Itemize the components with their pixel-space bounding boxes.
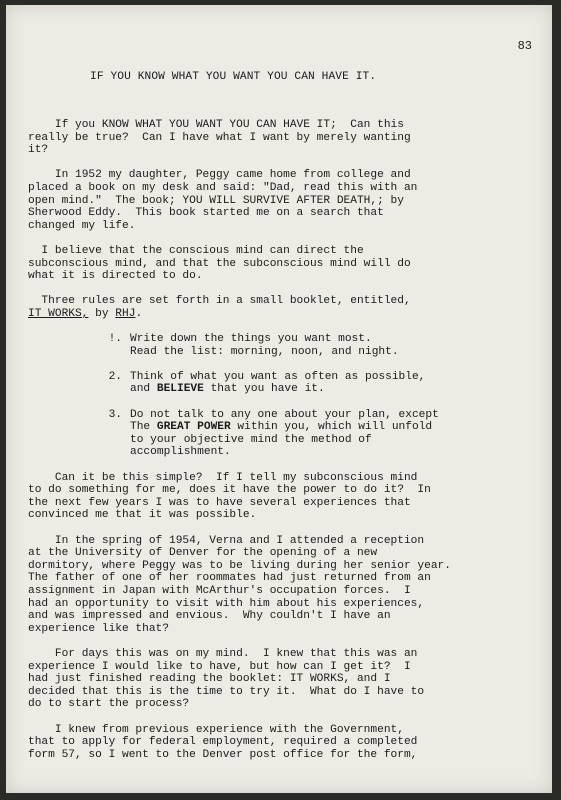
text-line: what it is directed to do. <box>28 270 203 283</box>
by-word: by <box>88 307 116 320</box>
text-line: that to apply for federal employment, required a completed <box>28 736 418 749</box>
paragraph-3 <box>28 245 540 283</box>
text-line: form 57, so I went to the Denver post office for the form, <box>28 748 418 761</box>
text-line: had an opportunity to visit with him about his experiences, <box>28 597 425 610</box>
text-run: within you, which will unfold <box>230 421 433 434</box>
text-line: I knew from previous experience with the Government, <box>28 723 404 736</box>
emphasis: GREAT POWER <box>156 421 231 434</box>
rule-text <box>130 371 540 396</box>
text-line: Think of what you want as often as possible, <box>130 370 426 383</box>
rule-number: 2. <box>108 370 122 383</box>
text-line: to your objective mind the method of <box>130 433 372 446</box>
text-line: experience like that? <box>28 622 169 635</box>
document-page <box>6 5 552 793</box>
author-initials: RHJ <box>115 307 136 320</box>
emphasis: BELIEVE <box>156 383 204 396</box>
text-line: In the spring of 1954, Verna and I attended a reception <box>28 534 425 547</box>
text-line: really be true? Can I have what I want by merely wanting <box>28 131 411 144</box>
rules-list <box>28 333 540 459</box>
text-line: it? <box>28 144 49 157</box>
text-line: In 1952 my daughter, Peggy came home from college and <box>28 169 411 182</box>
paragraph-1 <box>28 119 540 157</box>
rule-number: 3. <box>108 408 122 421</box>
text-line: assignment in Japan with McArthur's occupation forces. I <box>28 584 411 597</box>
text-line: Do not talk to any one about your plan, except <box>130 408 439 421</box>
text-line: decided that this is the time to try it. What do I have to <box>28 685 425 698</box>
page-title: IF YOU KNOW WHAT YOU WANT YOU CAN HAVE IT. <box>90 71 377 83</box>
rule-text <box>130 333 540 358</box>
text-run: and <box>130 383 157 396</box>
period: . <box>135 307 143 320</box>
paragraph-6 <box>28 472 540 522</box>
text-line: the next few years I was to have several experiences that <box>28 496 411 509</box>
text-line: Sherwood Eddy. This book started me on a search that <box>28 207 384 220</box>
rule-item-3 <box>28 409 540 459</box>
paragraph-7 <box>28 535 540 636</box>
paragraph-9 <box>28 724 540 762</box>
text-line: had just finished reading the booklet: IT WORKS, and I <box>28 673 391 686</box>
text-line: I believe that the conscious mind can direct the <box>28 244 364 257</box>
text-line <box>28 308 540 321</box>
text-line: The father of one of her roommates had just returned from an <box>28 572 431 585</box>
text-line: placed a book on my desk and said: "Dad, read this with an <box>28 181 418 194</box>
text-line <box>130 421 540 434</box>
booklet-title: IT WORKS, <box>28 307 89 320</box>
text-line: do to start the process? <box>28 698 190 711</box>
text-line: Write down the things you want most. <box>130 333 372 346</box>
page-number: 83 <box>517 39 532 53</box>
text-line: changed my life. <box>28 219 136 232</box>
text-run: The <box>130 421 157 434</box>
text-line: Read the list: morning, noon, and night. <box>130 345 399 358</box>
text-run: that you have it. <box>203 383 325 396</box>
text-line: subconscious mind, and that the subconscious mind will do <box>28 257 411 270</box>
text-line: convinced me that it was possible. <box>28 509 257 522</box>
text-line: If you KNOW WHAT YOU WANT YOU CAN HAVE IT; Can this <box>28 119 404 131</box>
paragraph-2 <box>28 169 540 232</box>
text-line: Can it be this simple? If I tell my subconscious mind <box>28 471 418 484</box>
text-line: Three rules are set forth in a small booklet, entitled, <box>28 295 411 308</box>
rule-text <box>130 409 540 459</box>
rule-number: !. <box>108 333 122 346</box>
text-line: and was impressed and envious. Why couldn't I have an <box>28 610 391 623</box>
paragraph-4 <box>28 295 540 320</box>
text-line: to do something for me, does it have the power to do it? In <box>28 484 431 497</box>
text-line: at the University of Denver for the opening of a new <box>28 547 378 560</box>
text-line <box>130 383 540 396</box>
rule-item-2 <box>28 371 540 396</box>
text-line: accomplishment. <box>130 446 231 459</box>
body-text <box>28 119 540 774</box>
text-line: dormitory, where Peggy was to be living during her senior year. <box>28 559 451 572</box>
text-line: experience I would like to have, but how can I get it? I <box>28 660 411 673</box>
rule-item-1 <box>28 333 540 358</box>
text-line: For days this was on my mind. I knew that this was an <box>28 647 418 660</box>
text-line: open mind." The book; YOU WILL SURVIVE AFTER DEATH,; by <box>28 194 404 207</box>
paragraph-8 <box>28 648 540 711</box>
